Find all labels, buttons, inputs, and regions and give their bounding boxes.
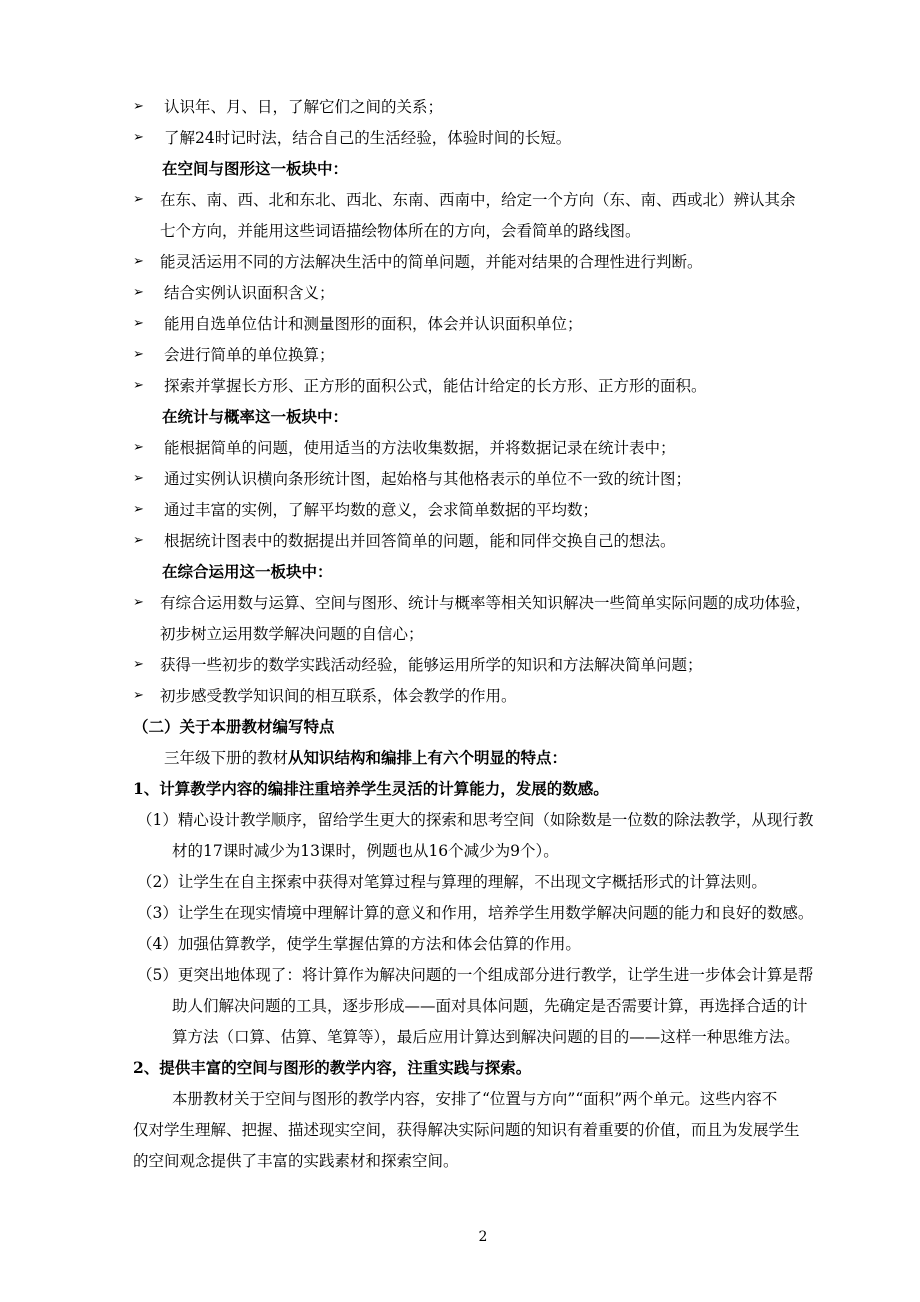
text-line (172, 841, 559, 861)
line-text: 初步树立运用数学解决问题的自信心； (160, 625, 424, 643)
arrow-bullet-icon: ➢ (133, 657, 144, 672)
section-heading (133, 1058, 531, 1078)
text-line (164, 345, 335, 365)
text-line (160, 221, 641, 241)
line-text: 在空间与图形这一板块中： (162, 159, 349, 178)
section-heading (162, 407, 348, 427)
arrow-bullet-icon: ➢ (133, 316, 144, 331)
arrow-bullet-icon: ➢ (133, 130, 144, 145)
arrow-bullet-icon: ➢ (133, 440, 144, 455)
text-line (164, 128, 571, 148)
text-line (137, 903, 813, 923)
line-text: 本册教材关于空间与图形的教学内容，安排了“位置与方向”“面积”两个单元。这些内容不 (172, 1090, 778, 1108)
arrow-bullet-icon: ➢ (133, 533, 144, 548)
arrow-bullet-icon: ➢ (133, 254, 144, 269)
line-text: 能用自选单位估计和测量图形的面积，体会并认识面积单位； (164, 315, 583, 333)
text-line (160, 190, 796, 210)
line-text: （二）关于本册教材编写特点 (133, 717, 335, 736)
line-text: 获得一些初步的数学实践活动经验，能够运用所学的知识和方法解决简单问题； (160, 656, 703, 674)
line-text: 在东、南、西、北和东北、西北、东南、西南中，给定一个方向（东、南、西或北）辨认其余 (160, 191, 796, 209)
line-text: 通过实例认识横向条形统计图，起始格与其他格表示的单位不一致的统计图； (164, 470, 692, 488)
line-text: 1、计算教学内容的编排注重培养学生灵活的计算能力，发展的数感。 (133, 779, 609, 798)
line-text: 认识年、月、日，了解它们之间的关系； (164, 98, 444, 116)
text-line (133, 1120, 800, 1140)
arrow-bullet-icon: ➢ (133, 347, 144, 362)
line-text: （5）更突出地体现了：将计算作为解决问题的一个组成部分进行教学，让学生进一步体会计算是帮 (137, 966, 814, 984)
arrow-bullet-icon: ➢ (133, 471, 144, 486)
line-text: 七个方向，并能用这些词语描绘物体所在的方向，会看简单的路线图。 (160, 222, 641, 240)
arrow-bullet-icon: ➢ (133, 502, 144, 517)
text-line (133, 1151, 459, 1171)
line-text: 能灵活运用不同的方法解决生活中的简单问题，并能对结果的合理性进行判断。 (160, 253, 703, 271)
page-number: 2 (478, 1229, 488, 1245)
text-line (137, 965, 813, 985)
text-line (164, 531, 676, 551)
text-line (164, 438, 676, 458)
line-text: （2）让学生在自主探索中获得对笔算过程与算理的理解，不出现文字概括形式的计算法则。 (137, 873, 767, 891)
text-line (164, 97, 443, 117)
section-heading (133, 779, 609, 799)
line-text: 在综合运用这一板块中： (162, 562, 333, 581)
line-text: 能根据简单的问题，使用适当的方法收集数据，并将数据记录在统计表中； (164, 439, 676, 457)
arrow-bullet-icon: ➢ (133, 192, 144, 207)
section-heading (133, 717, 335, 737)
text-line (160, 624, 424, 644)
arrow-bullet-icon: ➢ (133, 99, 144, 114)
text-line (137, 872, 767, 892)
line-text: （3）让学生在现实情境中理解计算的意义和作用，培养学生用数学解决问题的能力和良好的数感。 (137, 904, 814, 922)
line-text: 有综合运用数与运算、空间与图形、统计与概率等相关知识解决一些简单实际问题的成功体验， (160, 594, 812, 612)
line-text: 助人们解决问题的工具，逐步形成——面对具体问题，先确定是否需要计算，再选择合适的计 (172, 997, 808, 1015)
text-line (164, 376, 707, 396)
text-line (164, 314, 583, 334)
line-text: 在统计与概率这一板块中： (162, 407, 349, 426)
text-line (137, 810, 813, 830)
text-line (172, 1027, 800, 1047)
line-text: 初步感受教学知识间的相互联系，体会教学的作用。 (160, 687, 517, 705)
line-text: 三年级下册的教材 (164, 749, 289, 767)
line-bold-text: 从知识结构和编排上有六个明显的特点： (288, 748, 568, 767)
section-heading (162, 562, 333, 582)
line-text: 通过丰富的实例，了解平均数的意义，会求简单数据的平均数； (164, 501, 599, 519)
line-text: 材的17课时减少为13课时，例题也从16个减少为9个）。 (172, 842, 559, 860)
text-line (137, 934, 581, 954)
line-text: 根据统计图表中的数据提出并回答简单的问题，能和同伴交换自己的想法。 (164, 532, 676, 550)
line-text: 探索并掌握长方形、正方形的面积公式，能估计给定的长方形、正方形的面积。 (164, 377, 707, 395)
line-text: 算方法（口算、估算、笔算等），最后应用计算达到解决问题的目的——这样一种思维方法。 (172, 1028, 800, 1046)
text-line (172, 996, 808, 1016)
text-line (164, 283, 335, 303)
text-line (164, 500, 598, 520)
line-text: 的空间观念提供了丰富的实践素材和探索空间。 (133, 1152, 459, 1170)
line-text: 了解24时记时法，结合自己的生活经验，体验时间的长短。 (164, 129, 572, 147)
line-text: （1）精心设计教学顺序，留给学生更大的探索和思考空间（如除数是一位数的除法教学，从现行教 (137, 811, 814, 829)
text-line (164, 469, 691, 489)
line-text: （4）加强估算教学，使学生掌握估算的方法和体会估算的作用。 (137, 935, 581, 953)
arrow-bullet-icon: ➢ (133, 285, 144, 300)
text-line (172, 1089, 777, 1109)
text-line (160, 593, 811, 613)
text-line (160, 655, 703, 675)
text-line (160, 686, 517, 706)
line-text: 结合实例认识面积含义； (164, 284, 335, 302)
arrow-bullet-icon: ➢ (133, 378, 144, 393)
line-text: 会进行简单的单位换算； (164, 346, 335, 364)
line-text: 仅对学生理解、把握、描述现实空间，获得解决实际问题的知识有着重要的价值，而且为发展学生 (133, 1121, 800, 1139)
arrow-bullet-icon: ➢ (133, 595, 144, 610)
text-line (160, 252, 703, 272)
arrow-bullet-icon: ➢ (133, 688, 144, 703)
line-text: 2、提供丰富的空间与图形的教学内容，注重实践与探索。 (133, 1058, 532, 1077)
section-heading (162, 159, 348, 179)
text-line (164, 748, 567, 768)
